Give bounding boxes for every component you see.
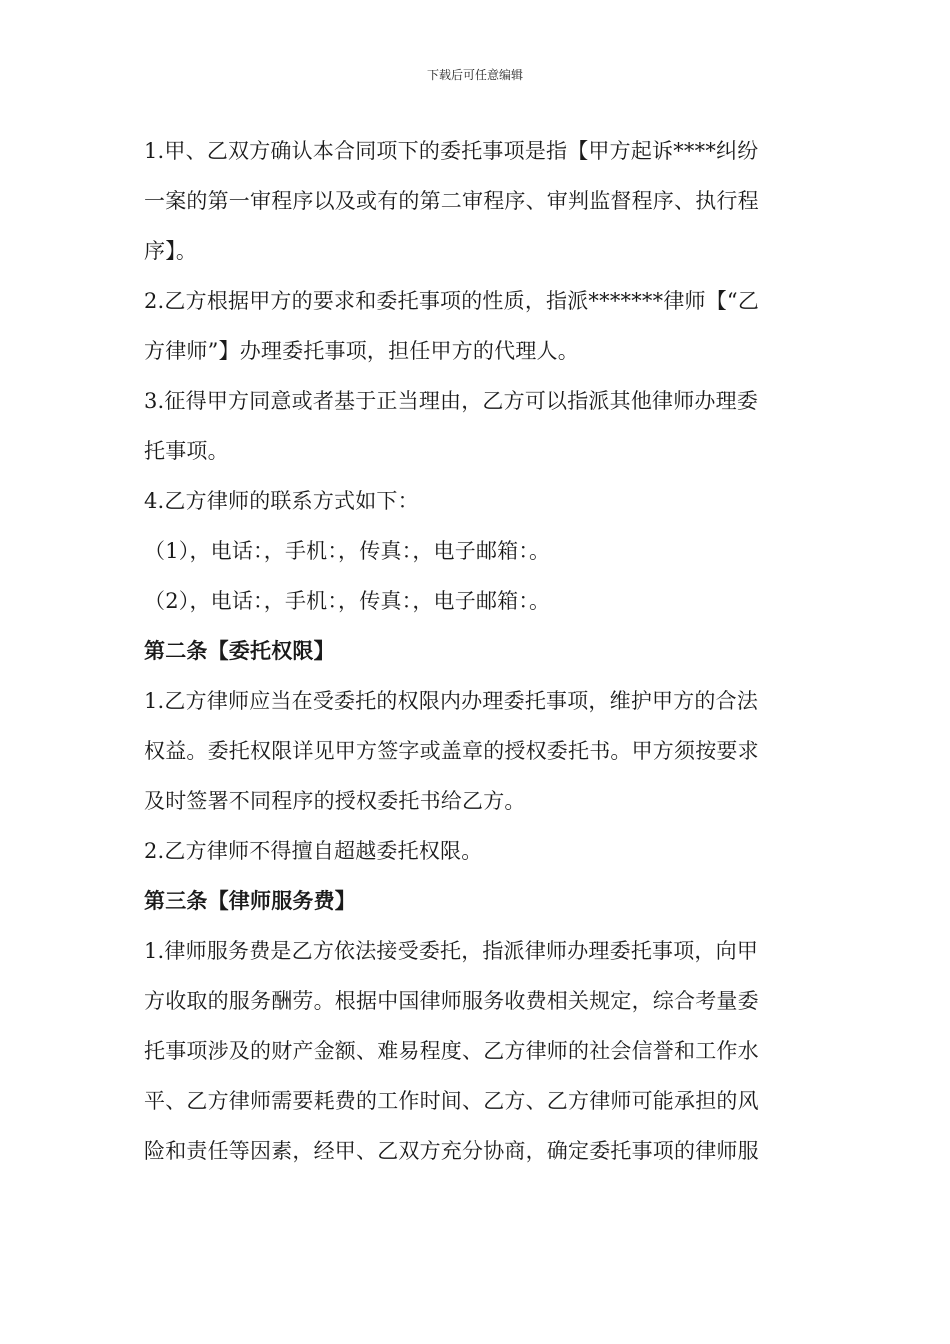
text-line: 3.征得甲方同意或者基于正当理由，乙方可以指派其他律师办理委 (144, 389, 759, 413)
text-line: 4.乙方律师的联系方式如下： (144, 489, 419, 513)
section-heading-article-3: 第三条【律师服务费】 (144, 888, 356, 913)
contact-line: （1），电话：，手机：，传真：，电子邮箱：。 (144, 539, 551, 563)
text-line: 1.律师服务费是乙方依法接受委托，指派律师办理委托事项，向甲 (144, 939, 759, 963)
text-line: 平、乙方律师需要耗费的工作时间、乙方、乙方律师可能承担的风 (144, 1089, 759, 1113)
text-line: 托事项。 (144, 439, 229, 463)
text-line: 2.乙方律师不得擅自超越委托权限。 (144, 839, 483, 863)
page-header: 下载后可任意编辑 (426, 68, 523, 82)
contact-line: （2），电话：，手机：，传真：，电子邮箱：。 (144, 589, 551, 613)
text-line: 权益。委托权限详见甲方签字或盖章的授权委托书。甲方须按要求 (144, 739, 759, 763)
text-line: 1.甲、乙双方确认本合同项下的委托事项是指【甲方起诉****纠纷 (144, 139, 759, 163)
section-heading-article-2: 第二条【委托权限】 (144, 638, 335, 663)
text-line: 托事项涉及的财产金额、难易程度、乙方律师的社会信誉和工作水 (144, 1039, 759, 1063)
text-line: 1.乙方律师应当在受委托的权限内办理委托事项，维护甲方的合法 (144, 689, 759, 713)
document-body (144, 126, 804, 1176)
text-line: 方律师”】办理委托事项，担任甲方的代理人。 (144, 339, 579, 363)
text-line: 2.乙方根据甲方的要求和委托事项的性质，指派*******律师【“乙 (144, 289, 760, 313)
text-line: 一案的第一审程序以及或有的第二审程序、审判监督程序、执行程 (144, 189, 759, 213)
text-line: 险和责任等因素，经甲、乙双方充分协商，确定委托事项的律师服 (144, 1139, 759, 1163)
text-line: 及时签署不同程序的授权委托书给乙方。 (144, 789, 526, 813)
text-line: 序】。 (144, 239, 198, 263)
text-line: 方收取的服务酬劳。根据中国律师服务收费相关规定，综合考量委 (144, 989, 759, 1013)
